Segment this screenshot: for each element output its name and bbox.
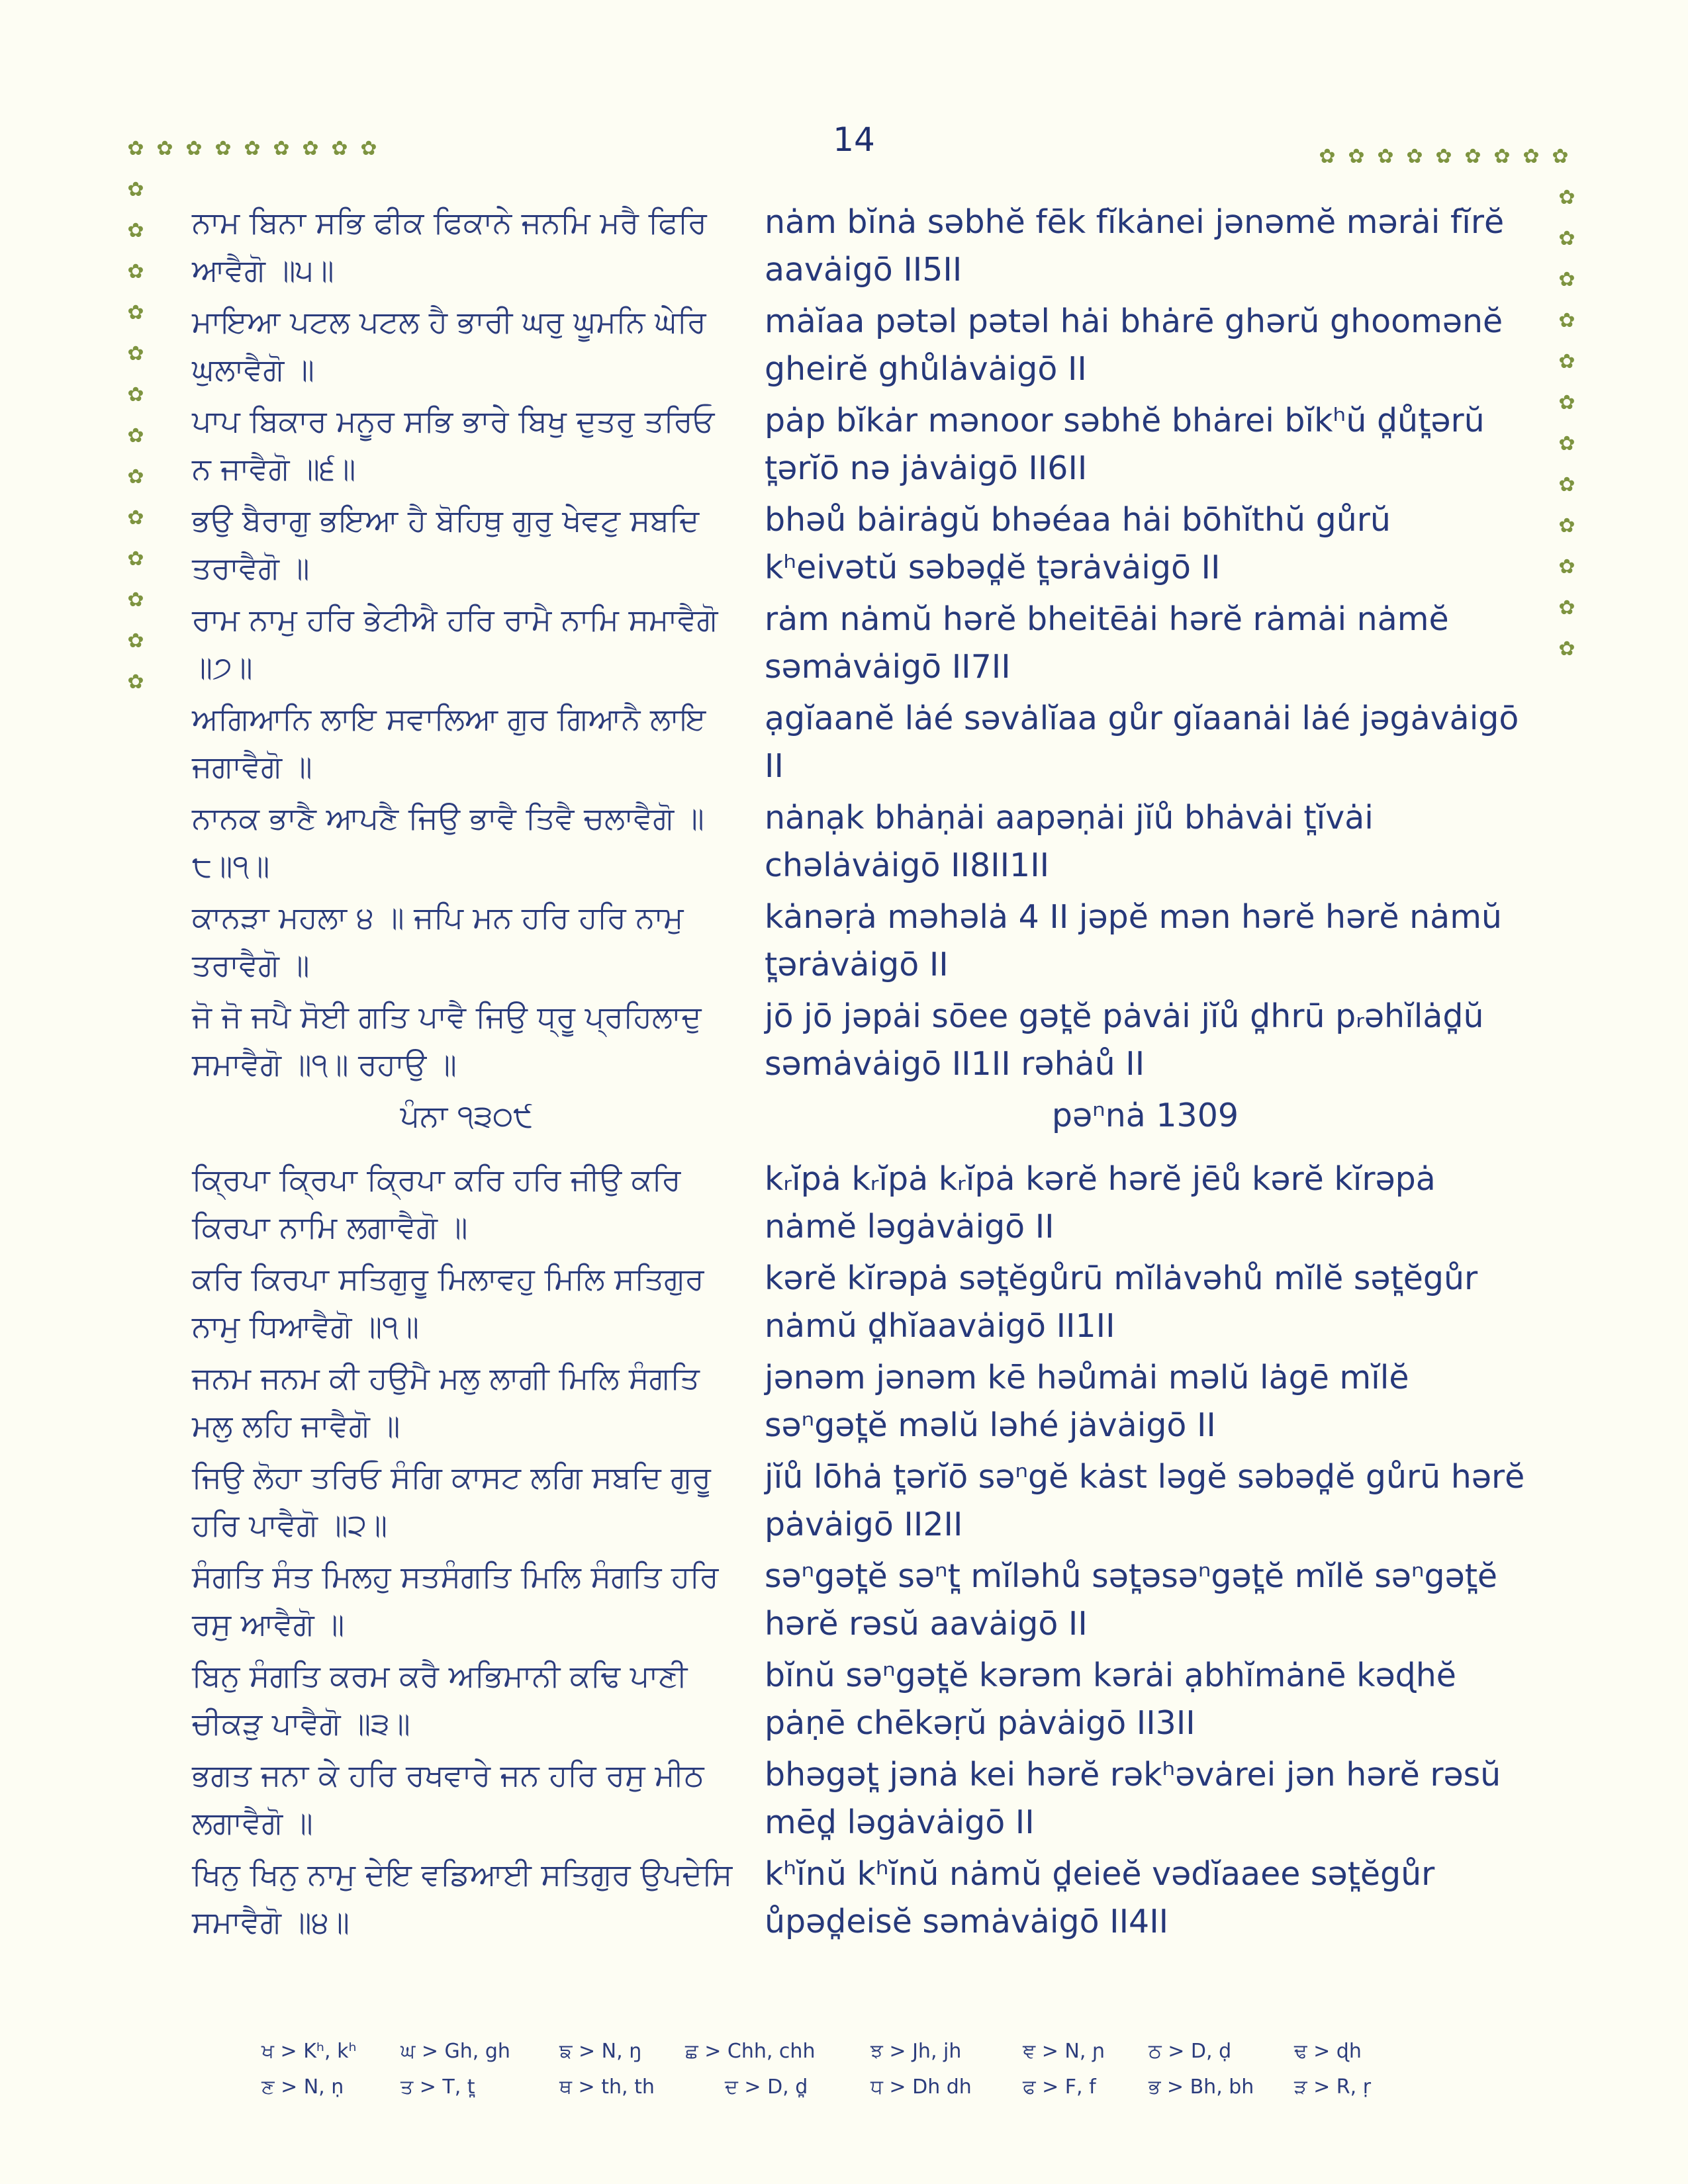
legend-entry: ਢ > ɖh <box>1294 2040 1362 2063</box>
flower-ornament-icon: ✿ <box>244 137 261 160</box>
legend-entry: ਝ > Jh, jh <box>870 2040 962 2063</box>
legend-entry: ਛ > Chh, chh <box>685 2040 816 2063</box>
gurmukhi-verse: ਖਿਨੁ ਖਿਨੁ ਨਾਮੁ ਦੇਇ ਵਡਿਆਈ ਸਤਿਗੁਰ ਉਪਦੇਸਿ ਸਮਾਵੈਗੋ ॥੪॥ <box>192 1856 733 1940</box>
transliteration-verse: nȧm bĭnȧ səbhĕ fēk fĭkȧnei jənəmĕ mərȧi fĭrĕ aavȧigō II5II <box>765 203 1505 289</box>
page-marker-transliteration: pəⁿnȧ 1309 <box>1051 1097 1239 1134</box>
page-number: 14 <box>833 120 875 159</box>
flower-ornament-icon: ✿ <box>1558 514 1575 537</box>
flower-ornament-icon: ✿ <box>127 342 144 365</box>
transliteration-verse: bhəgət̪ jənȧ kei hərĕ rəkʰəvȧrei jən hərĕ rəsŭ mēd̪ ləgȧvȧigō II <box>765 1756 1501 1841</box>
page-marker-gurmukhi: ਪੰਨਾ ੧੩੦੯ <box>400 1098 534 1134</box>
flower-ornament-icon: ✿ <box>273 137 290 160</box>
transliteration-verse: kȧnəṛȧ məhəlȧ 4 II jəpĕ mən hərĕ hərĕ nȧmŭ t̪ərȧvȧigō II <box>765 898 1502 983</box>
flower-ornament-icon: ✿ <box>1558 596 1575 619</box>
gurmukhi-verse: ਮਾਇਆ ਪਟਲ ਪਟਲ ਹੈ ਭਾਰੀ ਘਰੁ ਘੂਮਨਿ ਘੇਰਿ ਘੁਲਾਵੈਗੋ ॥ <box>192 304 706 387</box>
flower-ornament-icon: ✿ <box>1552 145 1569 168</box>
flower-ornament-icon: ✿ <box>127 424 144 447</box>
flower-ornament-icon: ✿ <box>1558 309 1575 332</box>
legend-entry: ੜ > R, ṛ <box>1294 2075 1372 2099</box>
flower-ornament-icon: ✿ <box>1406 145 1423 168</box>
flower-ornament-icon: ✿ <box>185 137 203 160</box>
legend-entry: ਭ > Bh, bh <box>1149 2075 1254 2099</box>
transliteration-verse: mȧĭaa pətəl pətəl hȧi bhȧrē ghərŭ ghoomənĕ gheirĕ ghůlȧvȧigō II <box>765 302 1503 388</box>
gurmukhi-verse: ਨਾਨਕ ਭਾਣੈ ਆਪਣੈ ਜਿਉ ਭਾਵੈ ਤਿਵੈ ਚਲਾਵੈਗੋ ॥੮॥੧॥ <box>192 800 704 884</box>
flower-ornament-icon: ✿ <box>1523 145 1540 168</box>
legend-entry: ਠ > D, ḍ <box>1149 2040 1232 2063</box>
flower-ornament-icon: ✿ <box>127 260 144 283</box>
flower-ornament-icon: ✿ <box>1558 350 1575 373</box>
flower-ornament-icon: ✿ <box>127 629 144 653</box>
gurmukhi-verse: ਸੰਗਤਿ ਸੰਤ ਮਿਲਹੁ ਸਤਸੰਗਤਿ ਮਿਲਿ ਸੰਗਤਿ ਹਰਿ ਰਸੁ ਆਵੈਗੋ ॥ <box>192 1559 719 1642</box>
flower-ornament-icon: ✿ <box>214 137 232 160</box>
gurmukhi-verse: ਜੋ ਜੋ ਜਪੈ ਸੋਈ ਗਤਿ ਪਾਵੈ ਜਿਉ ਧ੍ਰੂ ਪ੍ਰਹਿਲਾਦੁ ਸਮਾਵੈਗੋ ॥੧॥ ਰਹਾਉ ॥ <box>192 999 702 1082</box>
flower-ornament-icon: ✿ <box>156 137 173 160</box>
legend-entry: ਥ > th, th <box>559 2075 655 2099</box>
flower-ornament-icon: ✿ <box>1464 145 1481 168</box>
gurmukhi-verse: ਨਾਮ ਬਿਨਾ ਸਭਿ ਫੀਕ ਫਿਕਾਨੇ ਜਨਮਿ ਮਰੈ ਫਿਰਿ ਆਵੈਗੋ ॥੫॥ <box>192 205 707 288</box>
flower-ornament-icon: ✿ <box>127 465 144 488</box>
gurmukhi-verse: ਜਿਉ ਲੋਹਾ ਤਰਿਓ ਸੰਗਿ ਕਾਸਟ ਲਗਿ ਸਬਦਿ ਗੁਰੂ ਹਰਿ ਪਾਵੈਗੋ ॥੨॥ <box>192 1459 711 1543</box>
flower-ornament-icon: ✿ <box>1319 145 1336 168</box>
transliteration-verse: jənəm jənəm kē həůmȧi məlŭ lȧgē mĭlĕ səⁿgət̪ĕ məlŭ ləhé jȧvȧigō II <box>765 1359 1409 1444</box>
transliteration-verse: pȧp bĭkȧr mənoor səbhĕ bhȧrei bĭkʰŭ d̪ůt̪ərŭ t̪ərĭō nə jȧvȧigō II6II <box>765 402 1485 487</box>
transliteration-verse: bĭnŭ səⁿgət̪ĕ kərəm kərȧi ạbhĭmȧnē kəɖhĕ pȧṇē chēkəṛŭ pȧvȧigō II3II <box>765 1657 1456 1742</box>
transliteration-verse: kᵣĭpȧ kᵣĭpȧ kᵣĭpȧ kərĕ hərĕ jēů kərĕ kĭrəpȧ nȧmĕ ləgȧvȧigō II <box>765 1160 1436 1246</box>
flower-ornament-icon: ✿ <box>1558 432 1575 455</box>
gurmukhi-verse: ਬਿਨੁ ਸੰਗਤਿ ਕਰਮ ਕਰੈ ਅਭਿਮਾਨੀ ਕਢਿ ਪਾਣੀ ਚੀਕੜੁ ਪਾਵੈਗੋ ॥੩॥ <box>192 1658 688 1741</box>
flower-ornament-icon: ✿ <box>1558 227 1575 250</box>
legend-entry: ਧ > Dh dh <box>870 2075 972 2099</box>
transliteration-verse: kʰĭnŭ kʰĭnŭ nȧmŭ d̪eieĕ vədĭaaee sət̪ĕgůr ůpəd̪eisĕ səmȧvȧigō II4II <box>765 1855 1435 1940</box>
gurmukhi-verse: ਕਾਨੜਾ ਮਹਲਾ ੪ ॥ ਜਪਿ ਮਨ ਹਰਿ ਹਰਿ ਨਾਮੁ ਤਰਾਵੈਗੋ ॥ <box>192 899 684 983</box>
flower-ornament-icon: ✿ <box>127 137 144 160</box>
flower-ornament-icon: ✿ <box>1377 145 1394 168</box>
flower-ornament-icon: ✿ <box>127 301 144 324</box>
transliteration-verse: rȧm nȧmŭ hərĕ bheitēȧi hərĕ rȧmȧi nȧmĕ səmȧvȧigō II7II <box>765 600 1449 686</box>
flower-ornament-icon: ✿ <box>331 137 348 160</box>
legend-entry: ਣ > N, ṇ <box>261 2075 344 2099</box>
flower-ornament-icon: ✿ <box>1558 391 1575 414</box>
legend-entry: ਞ > N, ɲ <box>1023 2040 1105 2063</box>
legend-entry: ਦ > D, d̪ <box>725 2075 808 2099</box>
gurmukhi-verse: ਭਗਤ ਜਨਾ ਕੇ ਹਰਿ ਰਖਵਾਰੇ ਜਨ ਹਰਿ ਰਸੁ ਮੀਠ ਲਗਾਵੈਗੋ ॥ <box>192 1757 704 1841</box>
flower-ornament-icon: ✿ <box>360 137 377 160</box>
transliteration-verse: jĭů lōhȧ t̪ərĭō səⁿgĕ kȧst ləgĕ səbəd̪ĕ gůrū hərĕ pȧvȧigō II2II <box>765 1458 1525 1543</box>
gurmukhi-verse: ਰਾਮ ਨਾਮੁ ਹਰਿ ਭੇਟੀਐ ਹਰਿ ਰਾਮੈ ਨਾਮਿ ਸਮਾਵੈਗੋ ॥੭॥ <box>192 602 718 685</box>
gurmukhi-verse: ਅਗਿਆਨਿ ਲਾਇ ਸਵਾਲਿਆ ਗੁਰ ਗਿਆਨੈ ਲਾਇ ਜਗਾਵੈਗੋ ॥ <box>192 701 706 784</box>
transliteration-verse: kərĕ kĭrəpȧ sət̪ĕgůrū mĭlȧvəhů mĭlĕ sət̪ĕgůr nȧmŭ d̪hĭaavȧigō II1II <box>765 1259 1478 1345</box>
flower-ornament-icon: ✿ <box>1348 145 1365 168</box>
legend-entry: ਖ > Kʰ, kʰ <box>261 2040 357 2063</box>
gurmukhi-verse: ਪਾਪ ਬਿਕਾਰ ਮਨੂਰ ਸਭਿ ਭਾਰੇ ਬਿਖੁ ਦੁਤਰੁ ਤਰਿਓ ਨ ਜਾਵੈਗੋ ॥੬॥ <box>192 403 715 486</box>
flower-ornament-icon: ✿ <box>127 506 144 529</box>
flower-ornament-icon: ✿ <box>302 137 319 160</box>
transliteration-verse: nȧnạk bhȧṇȧi aapəṇȧi jĭů bhȧvȧi t̪ĭvȧi chəlȧvȧigō II8II1II <box>765 799 1374 884</box>
legend-entry: ਫ > F, f <box>1023 2075 1096 2099</box>
gurmukhi-verse: ਜਨਮ ਜਨਮ ਕੀ ਹਉਮੈ ਮਲੁ ਲਾਗੀ ਮਿਲਿ ਸੰਗਤਿ ਮਲੁ ਲਹਿ ਜਾਵੈਗੋ ॥ <box>192 1360 700 1443</box>
flower-ornament-icon: ✿ <box>1435 145 1452 168</box>
flower-ornament-icon: ✿ <box>1558 637 1575 660</box>
flower-ornament-icon: ✿ <box>127 219 144 242</box>
flower-ornament-icon: ✿ <box>127 588 144 612</box>
gurmukhi-verse: ਕਰਿ ਕਿਰਪਾ ਸਤਿਗੁਰੂ ਮਿਲਾਵਹੁ ਮਿਲਿ ਸਤਿਗੁਰ ਨਾਮੁ ਧਿਆਵੈਗੋ ॥੧॥ <box>192 1261 704 1344</box>
flower-ornament-icon: ✿ <box>1558 473 1575 496</box>
transliteration-verse: ạgĭaanĕ lȧé səvȧlĭaa gůr gĭaanȧi lȧé jəgȧvȧigō II <box>765 700 1519 785</box>
legend-entry: ਙ > N, ŋ <box>559 2040 642 2063</box>
flower-ornament-icon: ✿ <box>1558 186 1575 209</box>
flower-ornament-icon: ✿ <box>1558 268 1575 291</box>
flower-ornament-icon: ✿ <box>1558 555 1575 578</box>
flower-ornament-icon: ✿ <box>1493 145 1511 168</box>
gurmukhi-verse: ਭਉ ਬੈਰਾਗੁ ਭਇਆ ਹੈ ਬੋਹਿਥੁ ਗੁਰੁ ਖੇਵਟੁ ਸਬਦਿ ਤਰਾਵੈਗੋ ॥ <box>192 502 700 586</box>
transliteration-verse: səⁿgət̪ĕ səⁿt̪ mĭləhů sət̪əsəⁿgət̪ĕ mĭlĕ səⁿgət̪ĕ hərĕ rəsŭ aavȧigō II <box>765 1557 1498 1643</box>
transliteration-verse: jō jō jəpȧi sōee gət̪ĕ pȧvȧi jĭů d̪hrū pᵣəhĭlȧd̪ŭ səmȧvȧigō II1II rəhȧů II <box>765 997 1484 1083</box>
flower-ornament-icon: ✿ <box>127 670 144 694</box>
transliteration-verse: bhəů bȧirȧgŭ bhəéaa hȧi bōhĭthŭ gůrŭ kʰeivətŭ səbəd̪ĕ t̪ərȧvȧigō II <box>765 501 1391 586</box>
legend-entry: ਤ > T, t̪ <box>400 2075 475 2099</box>
flower-ornament-icon: ✿ <box>127 383 144 406</box>
flower-ornament-icon: ✿ <box>127 547 144 570</box>
gurmukhi-verse: ਕ੍ਰਿਪਾ ਕ੍ਰਿਪਾ ਕ੍ਰਿਪਾ ਕਰਿ ਹਰਿ ਜੀਉ ਕਰਿ ਕਿਰਪਾ ਨਾਮਿ ਲਗਾਵੈਗੋ ॥ <box>192 1161 681 1245</box>
legend-entry: ਘ > Gh, gh <box>400 2040 510 2063</box>
flower-ornament-icon: ✿ <box>127 178 144 201</box>
